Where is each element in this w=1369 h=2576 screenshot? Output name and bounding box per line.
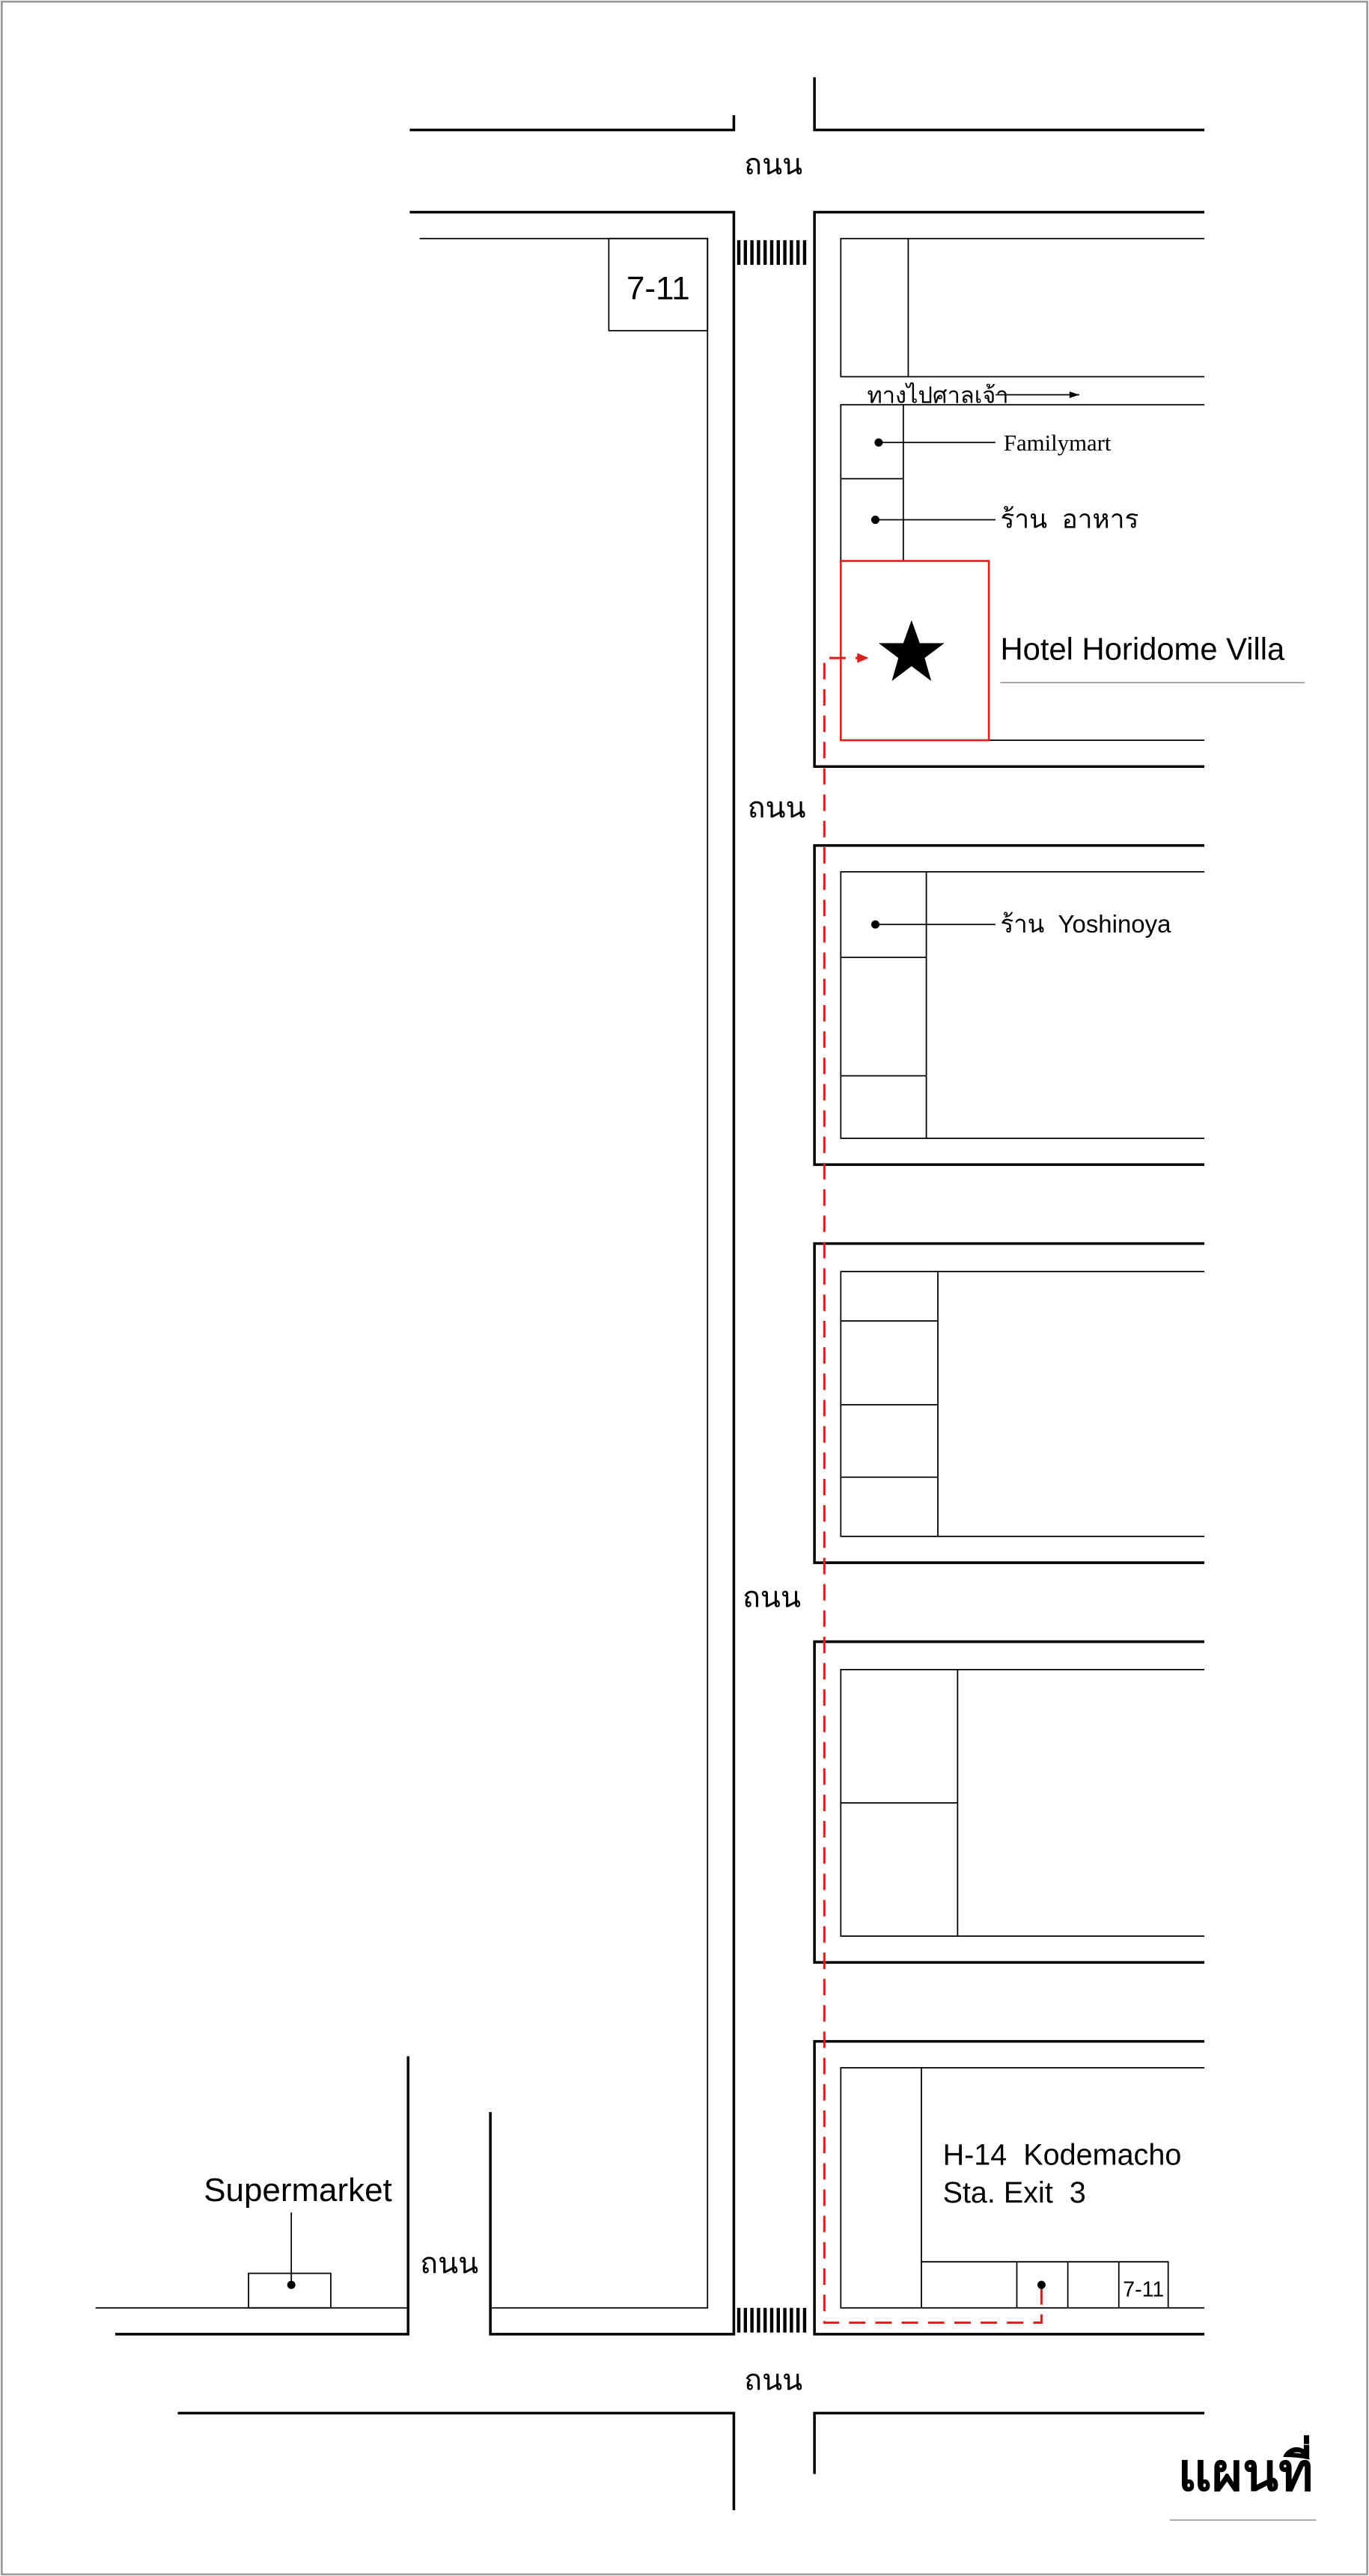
walking-route: [824, 658, 1041, 2322]
map-title: แผนที่: [1177, 2442, 1314, 2502]
route-arrow-icon: [857, 653, 868, 663]
road-label-bottom: ถนน: [744, 2363, 803, 2397]
star-icon: [879, 620, 945, 681]
restaurant-label: ร้าน อาหาร: [1000, 504, 1139, 534]
road-label-top: ถนน: [744, 147, 803, 181]
seven-eleven-bottom-label: 7-11: [1123, 2277, 1165, 2302]
road-label-left: ถนน: [420, 2247, 479, 2280]
familymart-label: Familymart: [1003, 430, 1112, 457]
arrow-right-icon: [1070, 391, 1079, 398]
station-name-line2: Sta. Exit 3: [942, 2176, 1086, 2210]
shrine-direction-label: ทางไปศาลเจ้า: [867, 382, 1009, 409]
hotel-name-label: Hotel Horidome Villa: [1000, 631, 1285, 667]
road-label-mid1: ถนน: [747, 791, 806, 825]
seven-eleven-top-label: 7-11: [626, 270, 690, 308]
crosswalk-icon: [737, 240, 806, 265]
station-name-line1: H-14 Kodemacho: [942, 2138, 1182, 2172]
supermarket-label: Supermarket: [204, 2171, 392, 2209]
road-label-mid2: ถนน: [742, 1581, 801, 1614]
location-dots: [287, 439, 1046, 2289]
crosswalk-icon: [737, 2308, 806, 2333]
yoshinoya-label: ร้าน Yoshinoya: [1000, 910, 1171, 938]
